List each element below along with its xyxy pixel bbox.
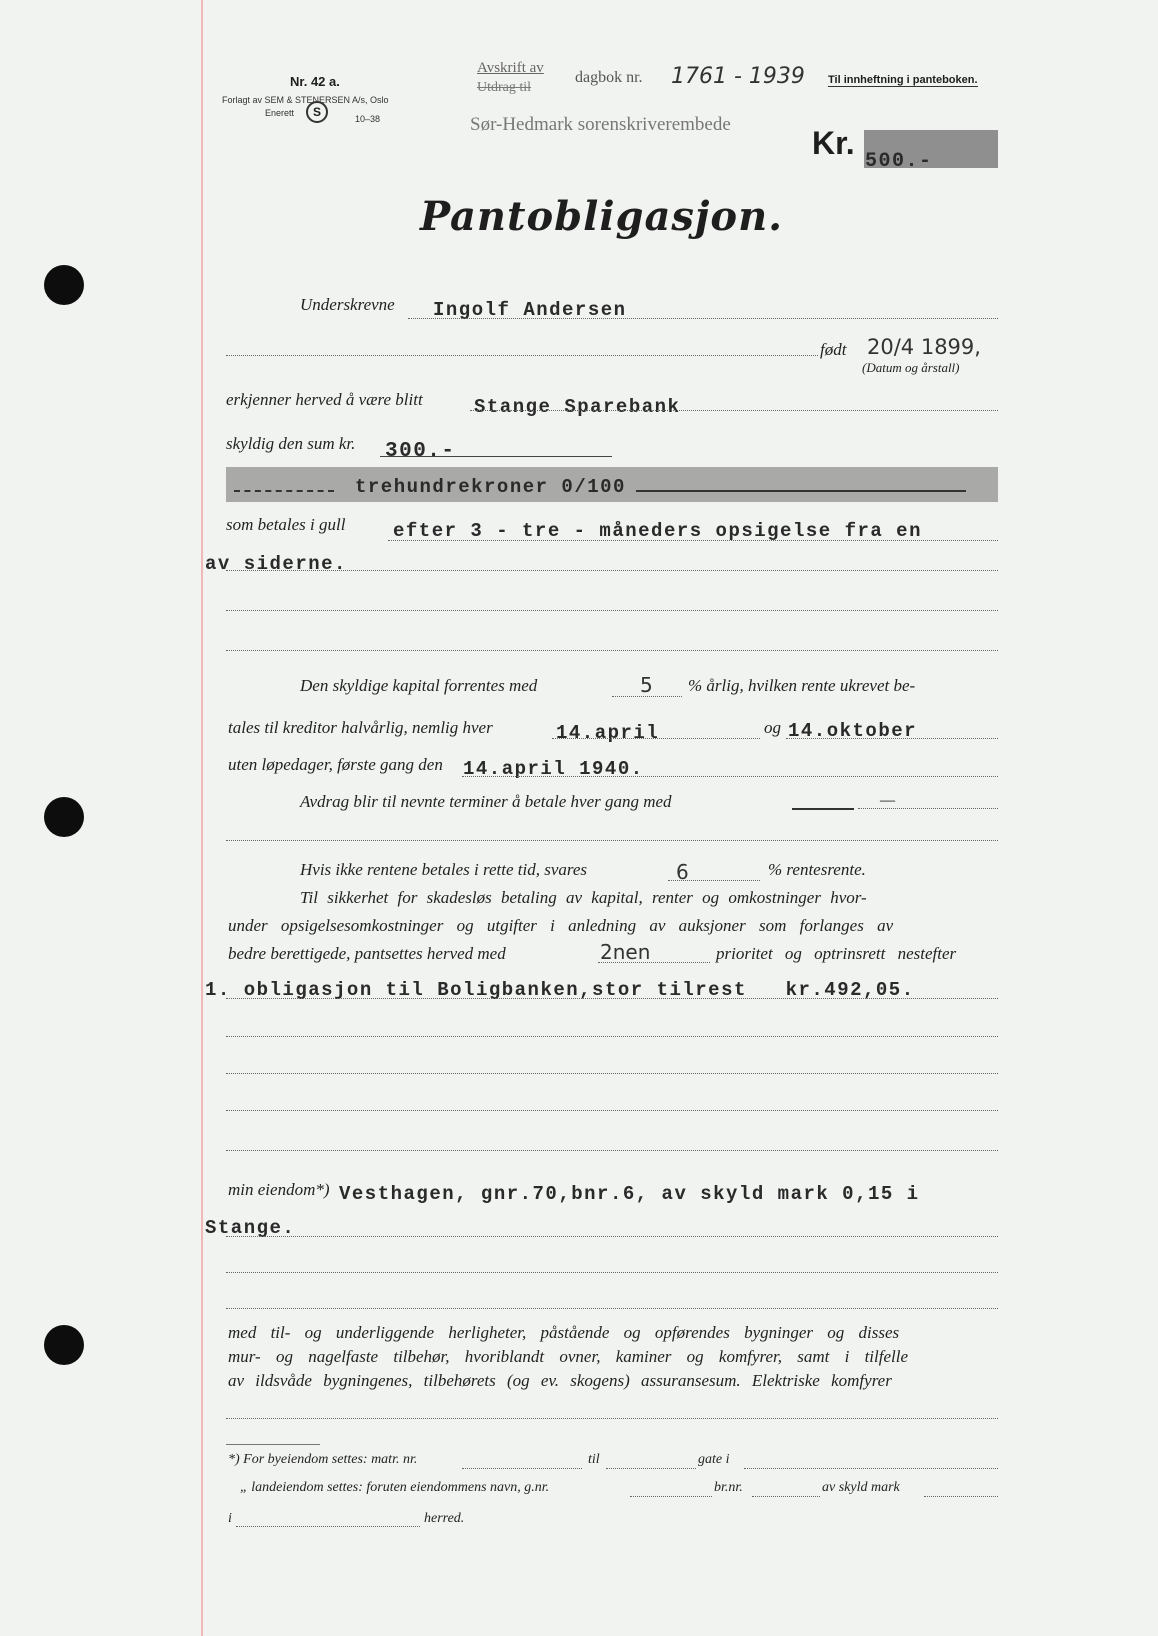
footnote-skyld: av skyld mark [822, 1480, 900, 1495]
fill-line [236, 1526, 420, 1527]
form-number: Nr. 42 a. [290, 74, 340, 89]
dagbok-label: dagbok nr. [575, 69, 643, 86]
fill-line [924, 1496, 998, 1497]
punch-hole [44, 1325, 84, 1365]
fill-line [598, 962, 710, 963]
payment-terms: efter 3 - tre - måneders opsigelse fra en [393, 520, 922, 542]
fill-line [606, 1468, 696, 1469]
property: Vesthagen, gnr.70,bnr.6, av skyld mark 0,15 i [339, 1183, 920, 1205]
sikkerhet-text-4: prioritet og optrinsrett nestefter [716, 944, 957, 963]
erkjenner-label: erkjenner herved å være blitt [226, 390, 423, 409]
fill-line [744, 1468, 998, 1469]
fill-line [636, 490, 966, 492]
interest-date-2: 14.oktober [788, 720, 918, 742]
fill-line [226, 570, 998, 571]
fill-line [462, 1468, 582, 1469]
fill-line [792, 808, 854, 810]
fill-line [786, 738, 998, 739]
first-payment-date: 14.april 1940. [463, 758, 644, 780]
footnote-rule [226, 1444, 320, 1445]
fill-line [380, 456, 612, 457]
skyldig-label: skyldig den sum kr. [226, 434, 356, 453]
fill-line [226, 1150, 998, 1151]
dagbok-number: 1761 - 1939 [671, 64, 805, 89]
publisher: Forlagt av SEM & STENERSEN A/s, Oslo [222, 95, 389, 105]
herligheter-text-2: mur- og nagelfaste tilbehør, hvoriblandt ovner, kaminer og komfyrer, samt i tilfelle [228, 1347, 909, 1366]
kr-label: Kr. [812, 125, 855, 161]
footnote-brnr: br.nr. [714, 1480, 743, 1495]
footnote-gate: gate i [698, 1452, 730, 1467]
print-date: 10–38 [355, 114, 381, 124]
fill-line [630, 1496, 712, 1497]
prior-lien: 1. obligasjon til Boligbanken,stor tilrest kr.492,05. [205, 979, 915, 1001]
avskrift-label: Avskrift av [477, 60, 544, 76]
red-margin-line [201, 0, 203, 1636]
fill-line [234, 490, 334, 492]
avdrag-text: Avdrag blir til nevnte terminer å betale hver gang med [300, 792, 672, 811]
publisher-logo-icon: S [306, 101, 328, 123]
footnote-line-1: *) For byeiendom settes: matr. nr. [228, 1452, 418, 1467]
utdrag-label: Utdrag til [477, 80, 532, 95]
fill-line [226, 355, 818, 356]
fodt-label: født [820, 340, 847, 359]
interest-rate: 5 [640, 673, 653, 697]
footnote-herred: herred. [424, 1511, 465, 1526]
penalty-rate: 6 [676, 860, 689, 884]
fill-line [226, 610, 998, 611]
debtor-name: Ingolf Andersen [433, 299, 627, 321]
property-cont: Stange. [205, 1217, 296, 1239]
fill-line [408, 318, 998, 319]
office-name: Sør-Hedmark sorenskriverembede [470, 114, 731, 135]
fill-line [858, 808, 998, 809]
fill-line [752, 1496, 820, 1497]
fill-line [226, 1308, 998, 1309]
fill-line [388, 540, 998, 541]
first-payment-label: uten løpedager, første gang den [228, 755, 443, 774]
fill-line [226, 1272, 998, 1273]
kr-amount: 500.- [865, 150, 933, 173]
footnote-line-2: „ landeiendom settes: foruten eiendommens navn, g.nr. [240, 1480, 550, 1495]
herligheter-text-3: av ildsvåde bygningenes, tilbehørets (og ev. skogens) assuransesum. Elektriske komfyrer [228, 1371, 892, 1390]
fill-line [470, 410, 998, 411]
herligheter-text-1: med til- og underliggende herligheter, påstående og opførendes bygninger og disses [228, 1323, 900, 1342]
sikkerhet-text-2: under opsigelsesomkostninger og utgifter i anledning av auksjoner som forlanges av [228, 916, 894, 935]
footnote-til: til [588, 1452, 600, 1467]
sum-in-words: trehundrekroner 0/100 [355, 476, 626, 498]
fill-line [226, 840, 998, 841]
creditor-name: Stange Sparebank [474, 396, 681, 418]
date-hint: (Datum og årstall) [862, 360, 960, 375]
hvis-text-2: % rentesrente. [768, 860, 866, 879]
sum-amount: 300.- [385, 440, 456, 463]
rente-text-3: tales til kreditor halvårlig, nemlig hver [228, 718, 493, 737]
fill-line [226, 1110, 998, 1111]
interest-date-1: 14.april [556, 722, 660, 744]
og-label: og [764, 718, 781, 737]
fill-line [226, 1073, 998, 1074]
fill-line [668, 880, 760, 881]
innhefting-note: Til innheftning i panteboken. [828, 74, 978, 86]
birth-date: 20/4 1899, [867, 335, 981, 359]
eneret-label: Enerett [265, 108, 295, 118]
betales-label: som betales i gull [226, 515, 346, 534]
fill-line [226, 1036, 998, 1037]
fill-line [226, 650, 998, 651]
hvis-text: Hvis ikke rentene betales i rette tid, svares [300, 860, 588, 879]
fill-line [226, 998, 998, 999]
fill-line [226, 1236, 998, 1237]
document-title: Pantobligasjon. [420, 193, 784, 240]
undersignede-label: Underskrevne [300, 295, 395, 314]
fill-line [552, 738, 760, 739]
punch-hole [44, 797, 84, 837]
avdrag-dash: — [880, 790, 896, 809]
sikkerhet-text-1: Til sikkerhet for skadesløs betaling av kapital, renter og omkostninger hvor- [300, 888, 867, 907]
fill-line [612, 696, 682, 697]
rente-text-2: % årlig, hvilken rente ukrevet be- [688, 676, 916, 695]
fill-line [462, 776, 998, 777]
footnote-i: i [228, 1511, 232, 1526]
punch-hole [44, 265, 84, 305]
sikkerhet-text-3: bedre berettigede, pantsettes herved med [228, 944, 506, 963]
rente-text: Den skyldige kapital forrentes med [300, 676, 538, 695]
priority-value: 2nen [600, 940, 651, 964]
fill-line [226, 1418, 998, 1419]
payment-terms-cont: av siderne. [205, 553, 347, 575]
eiendom-label: min eiendom*) [228, 1180, 330, 1199]
